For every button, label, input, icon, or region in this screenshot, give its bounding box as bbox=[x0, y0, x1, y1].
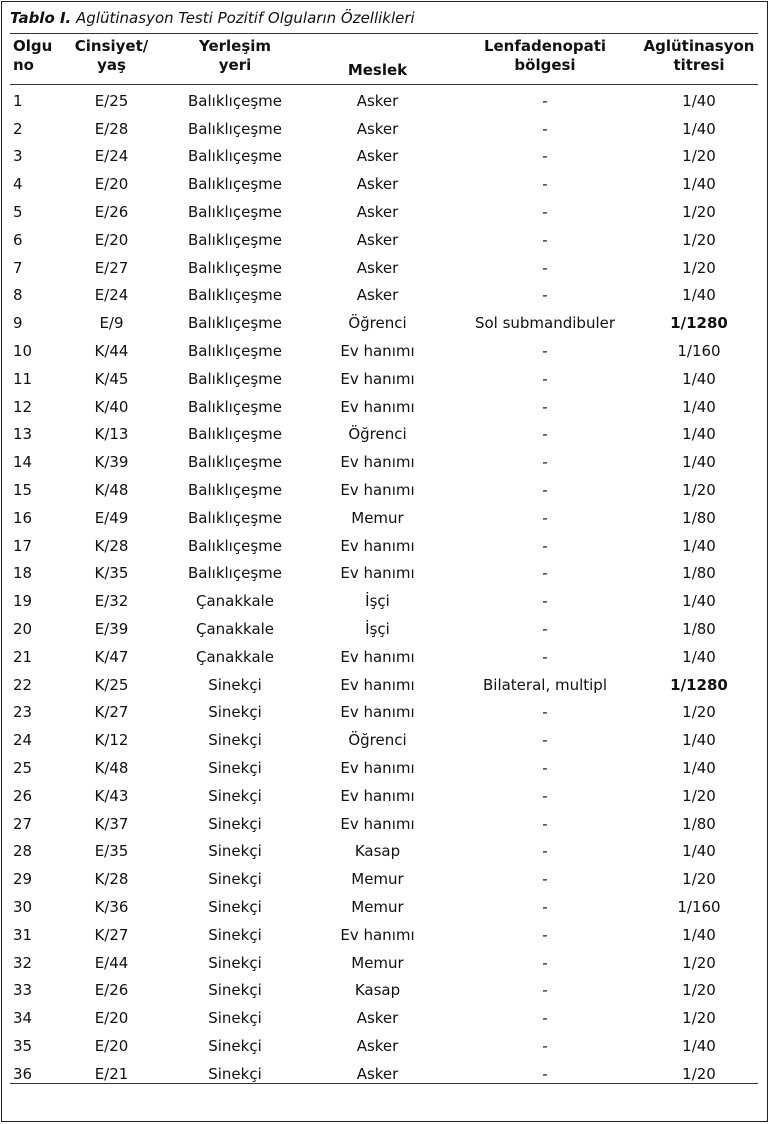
cell-sex-age: E/21 bbox=[94, 1064, 129, 1083]
cell-titre: 1/80 bbox=[682, 564, 716, 583]
cell-case-no: 13 bbox=[13, 425, 33, 444]
cell-occupation: Ev hanımı bbox=[340, 647, 415, 666]
cell-sex-age: K/36 bbox=[94, 898, 129, 916]
table-row bbox=[10, 865, 758, 893]
table-row bbox=[10, 365, 758, 393]
cell-occupation: Asker bbox=[356, 1036, 399, 1055]
cell-place: Sinekçi bbox=[208, 953, 262, 972]
cell-case-no: 2 bbox=[13, 119, 23, 138]
cell-place: Sinekçi bbox=[208, 786, 262, 805]
cell-occupation: Ev hanımı bbox=[340, 397, 415, 416]
cell-titre: 1/20 bbox=[682, 1009, 716, 1028]
cell-occupation: Memur bbox=[351, 870, 404, 889]
table-row bbox=[10, 532, 758, 560]
cell-lymph-region: - bbox=[542, 647, 548, 666]
cell-titre: 1/1280 bbox=[670, 314, 728, 333]
cell-titre: 1/40 bbox=[682, 1036, 716, 1055]
cell-titre: 1/80 bbox=[682, 508, 716, 527]
cell-place: Balıklıçeşme bbox=[188, 286, 282, 305]
cell-case-no: 9 bbox=[13, 314, 23, 333]
cell-occupation: Asker bbox=[356, 147, 399, 166]
cell-occupation: Ev hanımı bbox=[340, 481, 415, 500]
cell-titre: 1/40 bbox=[682, 842, 716, 861]
cell-sex-age: K/28 bbox=[94, 870, 129, 889]
cell-case-no: 21 bbox=[13, 647, 33, 666]
cell-place: Çanakkale bbox=[195, 647, 275, 666]
cell-place: Balıklıçeşme bbox=[188, 147, 282, 166]
cell-place: Balıklıçeşme bbox=[188, 564, 282, 583]
cell-case-no: 4 bbox=[13, 175, 23, 194]
cell-place: Sinekçi bbox=[208, 925, 262, 944]
cell-lymph-region: - bbox=[542, 925, 548, 944]
cell-titre: 1/20 bbox=[682, 953, 716, 972]
table-row bbox=[10, 448, 758, 476]
cell-sex-age: K/27 bbox=[94, 925, 129, 944]
cell-place: Sinekçi bbox=[208, 675, 262, 694]
table-row bbox=[10, 671, 758, 699]
cell-occupation: Memur bbox=[351, 508, 404, 527]
caption-label: Tablo I. bbox=[10, 9, 72, 27]
cell-lymph-region: - bbox=[542, 564, 548, 583]
cell-lymph-region: - bbox=[542, 814, 548, 833]
cell-sex-age: K/47 bbox=[94, 647, 129, 666]
cell-titre: 1/20 bbox=[682, 981, 716, 1000]
table-body bbox=[10, 84, 758, 1088]
cell-titre: 1/40 bbox=[682, 119, 716, 138]
table-row bbox=[10, 282, 758, 310]
cell-sex-age: E/20 bbox=[94, 230, 129, 249]
cell-place: Sinekçi bbox=[208, 981, 262, 1000]
cell-occupation: Ev hanımı bbox=[340, 925, 415, 944]
cell-lymph-region: - bbox=[542, 759, 548, 778]
table-caption bbox=[10, 8, 415, 28]
cell-occupation: Asker bbox=[356, 119, 399, 138]
cell-sex-age: E/26 bbox=[94, 981, 129, 1000]
cell-titre: 1/40 bbox=[682, 925, 716, 944]
cell-case-no: 23 bbox=[13, 703, 33, 722]
table-row bbox=[10, 115, 758, 143]
cell-sex-age: E/20 bbox=[94, 1009, 129, 1028]
cell-lymph-region: - bbox=[542, 397, 548, 416]
cell-lymph-region: - bbox=[542, 342, 548, 361]
table-row bbox=[10, 254, 758, 282]
cell-sex-age: E/24 bbox=[94, 286, 129, 305]
cell-sex-age: E/26 bbox=[94, 203, 129, 222]
header-occupation: Meslek bbox=[347, 61, 408, 79]
cell-case-no: 36 bbox=[13, 1064, 33, 1083]
cell-case-no: 31 bbox=[13, 925, 33, 944]
cell-lymph-region: - bbox=[542, 981, 548, 1000]
cell-case-no: 26 bbox=[13, 786, 33, 805]
cell-place: Çanakkale bbox=[195, 592, 275, 611]
cell-place: Balıklıçeşme bbox=[188, 453, 282, 472]
cell-case-no: 11 bbox=[13, 369, 33, 388]
table-row bbox=[10, 84, 758, 115]
cell-case-no: 15 bbox=[13, 481, 33, 500]
cell-sex-age: K/48 bbox=[94, 759, 129, 778]
table-row bbox=[10, 393, 758, 421]
cell-case-no: 17 bbox=[13, 536, 33, 555]
cell-occupation: Asker bbox=[356, 258, 399, 277]
table-header bbox=[10, 34, 758, 84]
cell-place: Sinekçi bbox=[208, 1064, 262, 1083]
cell-lymph-region: - bbox=[542, 453, 548, 472]
cell-occupation: İşçi bbox=[365, 620, 390, 639]
cell-occupation: Öğrenci bbox=[348, 425, 407, 444]
cell-case-no: 16 bbox=[13, 508, 33, 527]
cell-occupation: Ev hanımı bbox=[340, 342, 415, 361]
cell-place: Sinekçi bbox=[208, 842, 262, 861]
cell-sex-age: K/35 bbox=[94, 564, 129, 583]
table-row bbox=[10, 587, 758, 615]
cell-titre: 1/80 bbox=[682, 620, 716, 639]
cell-case-no: 24 bbox=[13, 731, 33, 750]
cell-case-no: 6 bbox=[13, 230, 23, 249]
cell-occupation: Ev hanımı bbox=[340, 675, 415, 694]
cell-occupation: Kasap bbox=[354, 842, 401, 861]
cell-lymph-region: - bbox=[542, 147, 548, 166]
table-row bbox=[10, 699, 758, 727]
table-row bbox=[10, 949, 758, 977]
cell-titre: 1/20 bbox=[682, 1064, 716, 1083]
table-row bbox=[10, 504, 758, 532]
table-row bbox=[10, 337, 758, 365]
cell-case-no: 18 bbox=[13, 564, 33, 583]
cell-sex-age: E/39 bbox=[94, 620, 129, 639]
cell-titre: 1/20 bbox=[682, 203, 716, 222]
cell-case-no: 20 bbox=[13, 620, 33, 639]
table-row bbox=[10, 226, 758, 254]
cell-occupation: Ev hanımı bbox=[340, 703, 415, 722]
cell-case-no: 3 bbox=[13, 147, 23, 166]
table-row bbox=[10, 615, 758, 643]
cell-occupation: Ev hanımı bbox=[340, 453, 415, 472]
cell-place: Balıklıçeşme bbox=[188, 536, 282, 555]
header-sex-age: Cinsiyet/ yaş bbox=[74, 37, 149, 74]
cell-place: Sinekçi bbox=[208, 1009, 262, 1028]
cell-sex-age: K/45 bbox=[94, 369, 129, 388]
cell-sex-age: K/40 bbox=[94, 397, 129, 416]
cell-place: Sinekçi bbox=[208, 1036, 262, 1055]
cell-lymph-region: - bbox=[542, 1036, 548, 1055]
cell-sex-age: E/25 bbox=[94, 91, 129, 110]
cell-case-no: 27 bbox=[13, 814, 33, 833]
cell-case-no: 34 bbox=[13, 1009, 33, 1028]
cell-lymph-region: - bbox=[542, 620, 548, 639]
cell-titre: 1/40 bbox=[682, 425, 716, 444]
table-row bbox=[10, 421, 758, 449]
cell-sex-age: E/32 bbox=[94, 592, 129, 611]
cell-place: Balıklıçeşme bbox=[188, 508, 282, 527]
cell-sex-age: E/20 bbox=[94, 175, 129, 194]
cell-occupation: İşçi bbox=[365, 592, 390, 611]
cell-titre: 1/20 bbox=[682, 481, 716, 500]
cell-lymph-region: - bbox=[542, 1064, 548, 1083]
cell-titre: 1/40 bbox=[682, 536, 716, 555]
cell-place: Balıklıçeşme bbox=[188, 369, 282, 388]
table-row bbox=[10, 1060, 758, 1088]
cell-titre: 1/40 bbox=[682, 647, 716, 666]
cell-place: Çanakkale bbox=[195, 620, 275, 639]
cell-place: Balıklıçeşme bbox=[188, 314, 282, 333]
cell-place: Balıklıçeşme bbox=[188, 425, 282, 444]
cell-place: Balıklıçeşme bbox=[188, 230, 282, 249]
cell-titre: 1/40 bbox=[682, 369, 716, 388]
cell-sex-age: K/13 bbox=[94, 425, 129, 444]
cell-case-no: 29 bbox=[13, 870, 33, 889]
table-row bbox=[10, 309, 758, 337]
cell-lymph-region: - bbox=[542, 842, 548, 861]
cell-lymph-region: - bbox=[542, 369, 548, 388]
cell-place: Balıklıçeşme bbox=[188, 397, 282, 416]
cell-sex-age: E/44 bbox=[94, 953, 129, 972]
cell-lymph-region: - bbox=[542, 425, 548, 444]
cell-case-no: 12 bbox=[13, 397, 33, 416]
cell-case-no: 33 bbox=[13, 981, 33, 1000]
cell-occupation: Memur bbox=[351, 898, 404, 916]
cell-place: Balıklıçeşme bbox=[188, 119, 282, 138]
cell-titre: 1/40 bbox=[682, 91, 716, 110]
cell-case-no: 32 bbox=[13, 953, 33, 972]
cell-lymph-region: - bbox=[542, 953, 548, 972]
data-table bbox=[10, 34, 758, 1088]
cell-lymph-region: - bbox=[542, 203, 548, 222]
cell-place: Balıklıçeşme bbox=[188, 91, 282, 110]
cell-place: Sinekçi bbox=[208, 759, 262, 778]
cell-case-no: 10 bbox=[13, 342, 33, 361]
cell-titre: 1/40 bbox=[682, 731, 716, 750]
cell-case-no: 35 bbox=[13, 1036, 33, 1055]
cell-lymph-region: - bbox=[542, 481, 548, 500]
cell-sex-age: K/37 bbox=[94, 814, 129, 833]
table-row bbox=[10, 838, 758, 866]
header-titre: Aglütinasyon titresi bbox=[643, 37, 755, 74]
cell-occupation: Asker bbox=[356, 286, 399, 305]
cell-case-no: 30 bbox=[13, 898, 33, 916]
cell-sex-age: K/28 bbox=[94, 536, 129, 555]
cell-place: Sinekçi bbox=[208, 814, 262, 833]
cell-occupation: Asker bbox=[356, 230, 399, 249]
cell-titre: 1/1280 bbox=[670, 675, 728, 694]
cell-titre: 1/160 bbox=[677, 898, 721, 916]
table-row bbox=[10, 476, 758, 504]
cell-lymph-region: - bbox=[542, 175, 548, 194]
table-row bbox=[10, 810, 758, 838]
cell-lymph-region: - bbox=[542, 898, 548, 916]
cell-lymph-region: Sol submandibuler bbox=[474, 314, 616, 333]
table-row bbox=[10, 643, 758, 671]
cell-place: Sinekçi bbox=[208, 731, 262, 750]
table-row bbox=[10, 1004, 758, 1032]
table-row bbox=[10, 726, 758, 754]
cell-case-no: 28 bbox=[13, 842, 33, 861]
table-row bbox=[10, 143, 758, 171]
cell-sex-age: E/9 bbox=[99, 314, 124, 333]
cell-occupation: Ev hanımı bbox=[340, 759, 415, 778]
cell-titre: 1/80 bbox=[682, 814, 716, 833]
table-row bbox=[10, 977, 758, 1005]
cell-lymph-region: - bbox=[542, 286, 548, 305]
caption-title: Aglütinasyon Testi Pozitif Olguların Özellikleri bbox=[76, 9, 415, 27]
cell-case-no: 1 bbox=[13, 91, 23, 110]
cell-occupation: Asker bbox=[356, 203, 399, 222]
cell-sex-age: E/49 bbox=[94, 508, 129, 527]
cell-case-no: 8 bbox=[13, 286, 23, 305]
table-row bbox=[10, 921, 758, 949]
cell-place: Balıklıçeşme bbox=[188, 481, 282, 500]
cell-titre: 1/40 bbox=[682, 397, 716, 416]
cell-titre: 1/40 bbox=[682, 453, 716, 472]
cell-sex-age: E/27 bbox=[94, 258, 129, 277]
cell-lymph-region: - bbox=[542, 258, 548, 277]
cell-titre: 1/20 bbox=[682, 870, 716, 889]
cell-sex-age: K/44 bbox=[94, 342, 129, 361]
cell-lymph-region: - bbox=[542, 870, 548, 889]
cell-lymph-region: - bbox=[542, 119, 548, 138]
table-row bbox=[10, 170, 758, 198]
cell-sex-age: K/43 bbox=[94, 786, 129, 805]
cell-lymph-region: - bbox=[542, 1009, 548, 1028]
cell-occupation: Öğrenci bbox=[348, 314, 407, 333]
cell-place: Sinekçi bbox=[208, 898, 262, 916]
cell-lymph-region: - bbox=[542, 536, 548, 555]
cell-titre: 1/20 bbox=[682, 147, 716, 166]
cell-occupation: Kasap bbox=[354, 981, 401, 1000]
cell-lymph-region: - bbox=[542, 703, 548, 722]
header-lymph-region: Lenfadenopati bölgesi bbox=[483, 37, 607, 74]
cell-place: Sinekçi bbox=[208, 703, 262, 722]
table-row bbox=[10, 198, 758, 226]
cell-titre: 1/20 bbox=[682, 703, 716, 722]
cell-sex-age: E/35 bbox=[94, 842, 129, 861]
cell-place: Balıklıçeşme bbox=[188, 203, 282, 222]
cell-sex-age: E/24 bbox=[94, 147, 129, 166]
cell-lymph-region: - bbox=[542, 91, 548, 110]
cell-sex-age: K/39 bbox=[94, 453, 129, 472]
cell-titre: 1/20 bbox=[682, 230, 716, 249]
cell-occupation: Ev hanımı bbox=[340, 786, 415, 805]
cell-lymph-region: - bbox=[542, 230, 548, 249]
cell-titre: 1/160 bbox=[677, 342, 721, 361]
cell-occupation: Asker bbox=[356, 1064, 399, 1083]
cell-titre: 1/20 bbox=[682, 786, 716, 805]
cell-lymph-region: - bbox=[542, 592, 548, 611]
cell-titre: 1/40 bbox=[682, 592, 716, 611]
table-row bbox=[10, 782, 758, 810]
table-row bbox=[10, 560, 758, 588]
cell-place: Balıklıçeşme bbox=[188, 175, 282, 194]
cell-occupation: Asker bbox=[356, 175, 399, 194]
cell-sex-age: E/20 bbox=[94, 1036, 129, 1055]
cell-place: Sinekçi bbox=[208, 870, 262, 889]
cell-lymph-region: Bilateral, multipl bbox=[482, 675, 607, 694]
cell-occupation: Ev hanımı bbox=[340, 369, 415, 388]
table-row bbox=[10, 1032, 758, 1060]
cell-case-no: 19 bbox=[13, 592, 33, 611]
cell-occupation: Öğrenci bbox=[348, 731, 407, 750]
table-row bbox=[10, 754, 758, 782]
cell-occupation: Ev hanımı bbox=[340, 564, 415, 583]
cell-titre: 1/40 bbox=[682, 286, 716, 305]
cell-lymph-region: - bbox=[542, 731, 548, 750]
cell-occupation: Memur bbox=[351, 953, 404, 972]
cell-titre: 1/40 bbox=[682, 175, 716, 194]
cell-sex-age: E/28 bbox=[94, 119, 129, 138]
cell-case-no: 5 bbox=[13, 203, 23, 222]
cell-sex-age: K/25 bbox=[94, 675, 129, 694]
cell-lymph-region: - bbox=[542, 508, 548, 527]
cell-occupation: Asker bbox=[356, 91, 399, 110]
cell-case-no: 22 bbox=[13, 675, 33, 694]
cell-lymph-region: - bbox=[542, 786, 548, 805]
cell-occupation: Ev hanımı bbox=[340, 814, 415, 833]
header-place: Yerleşim yeri bbox=[198, 37, 272, 74]
cell-case-no: 25 bbox=[13, 759, 33, 778]
cell-place: Balıklıçeşme bbox=[188, 258, 282, 277]
table-row bbox=[10, 893, 758, 921]
cell-place: Balıklıçeşme bbox=[188, 342, 282, 361]
cell-occupation: Asker bbox=[356, 1009, 399, 1028]
cell-case-no: 7 bbox=[13, 258, 23, 277]
cell-sex-age: K/12 bbox=[94, 731, 129, 750]
cell-sex-age: K/48 bbox=[94, 481, 129, 500]
header-case-no: Olgu no bbox=[13, 37, 53, 74]
cell-titre: 1/40 bbox=[682, 759, 716, 778]
cell-sex-age: K/27 bbox=[94, 703, 129, 722]
cell-occupation: Ev hanımı bbox=[340, 536, 415, 555]
cell-titre: 1/20 bbox=[682, 258, 716, 277]
cell-case-no: 14 bbox=[13, 453, 33, 472]
